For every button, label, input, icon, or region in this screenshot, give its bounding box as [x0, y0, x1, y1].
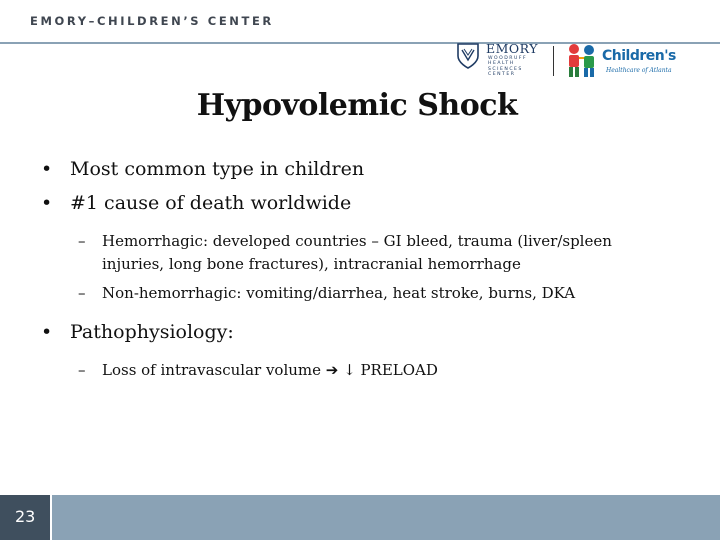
emory-sub-line: HEALTH: [488, 61, 515, 67]
page-number: 23: [15, 507, 36, 526]
logo-divider: [553, 46, 554, 76]
bullet-text: Most common type in children: [70, 158, 365, 180]
bullet-dot-icon: •: [41, 192, 53, 214]
sub-bullet-text: Hemorrhagic: developed countries – GI bleed, trauma (liver/spleen injuries, long bone fractures), intracranial hemorrhage: [102, 232, 612, 273]
page-number-box: [0, 495, 52, 540]
dash-icon: –: [78, 284, 86, 302]
partner-logos: [456, 40, 696, 84]
bullet-dot-icon: •: [41, 158, 53, 180]
bullet-item: [38, 152, 688, 186]
childrens-kids-icon: [564, 42, 600, 80]
bullet-item: [38, 315, 688, 349]
dash-icon: –: [78, 232, 86, 250]
sub-bullet-item: [38, 359, 662, 382]
footer-bar: [0, 495, 720, 540]
dash-icon: –: [78, 361, 86, 379]
slide-content: [38, 152, 688, 382]
bullet-text: Pathophysiology:: [70, 321, 234, 343]
bullet-item: [38, 186, 688, 220]
childrens-name: Children's: [602, 48, 676, 64]
header-band: [0, 0, 720, 44]
center-name: EMORY–CHILDREN’S CENTER: [30, 14, 274, 28]
emory-name: EMORY: [486, 41, 538, 56]
emory-shield-icon: [456, 42, 480, 70]
childrens-subtitle: Healthcare of Atlanta: [606, 67, 672, 74]
sub-bullet-text: Non-hemorrhagic: vomiting/diarrhea, heat stroke, burns, DKA: [102, 284, 576, 302]
emory-sub-line: WOODRUFF: [488, 56, 528, 61]
emory-sub-line: SCIENCES: [488, 66, 523, 72]
emory-subtitle: [488, 56, 540, 78]
emory-sub-line: CENTER: [488, 72, 516, 78]
slide-title: Hypovolemic Shock: [196, 88, 518, 123]
bullet-dot-icon: •: [41, 321, 53, 343]
sub-bullet-item: [38, 282, 662, 305]
bullet-text: #1 cause of death worldwide: [70, 192, 352, 214]
sub-bullet-item: [38, 230, 662, 276]
sub-bullet-text: Loss of intravascular volume ➔ ↓ PRELOAD: [102, 361, 438, 379]
